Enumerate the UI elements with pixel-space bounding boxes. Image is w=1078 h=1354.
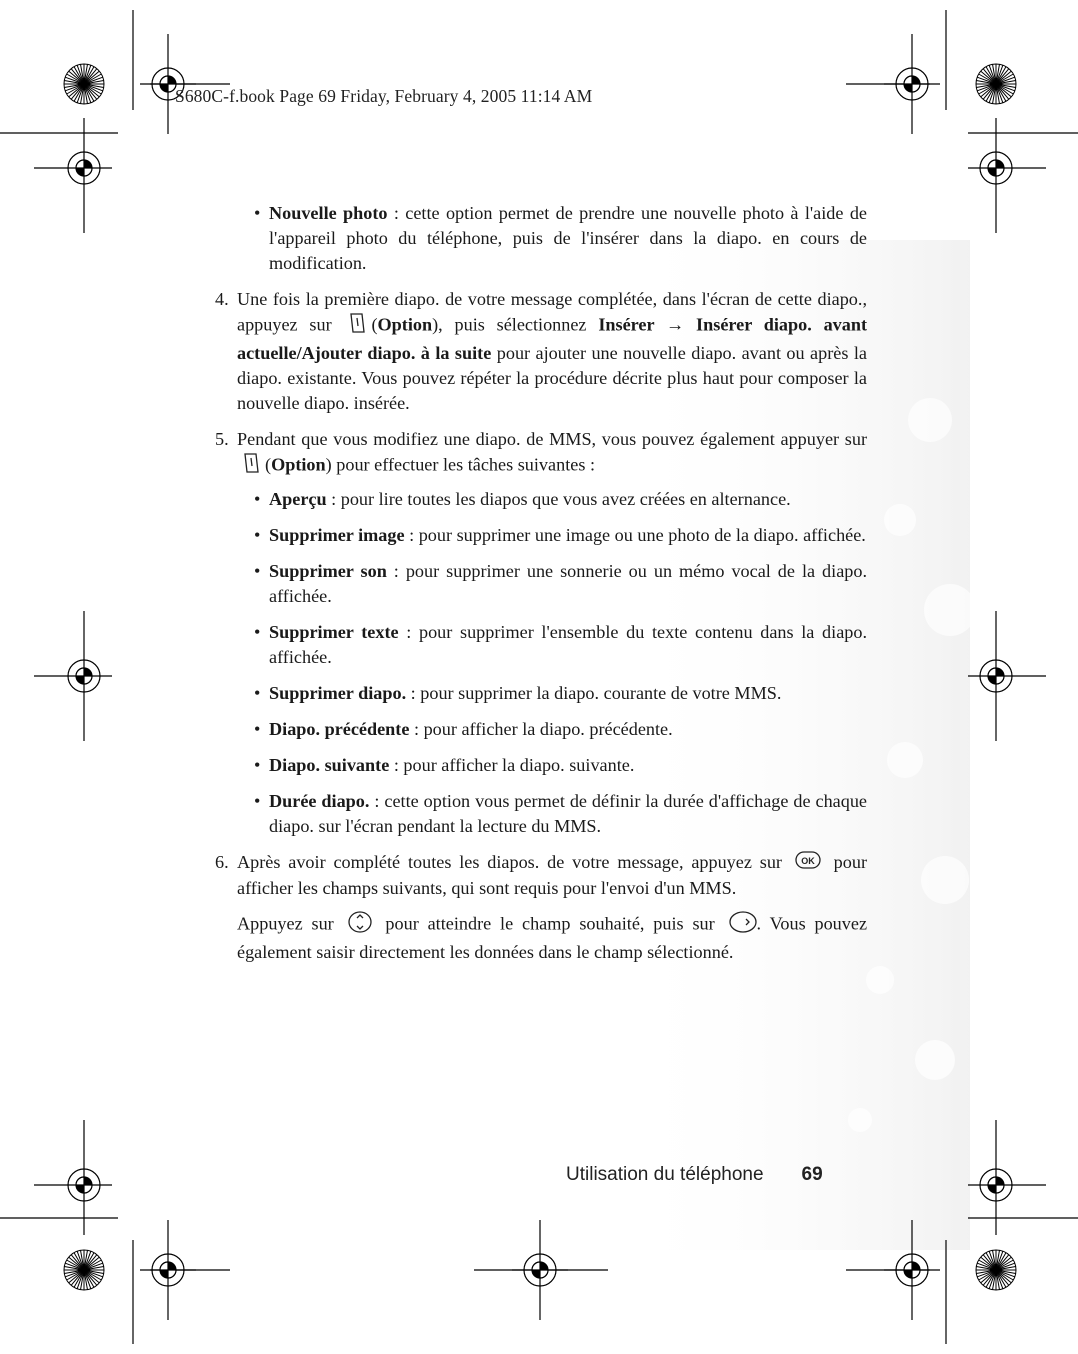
insert-options: Insérer diapo. avant actuelle/Ajouter diapo. à la suite [237, 314, 868, 363]
para-text-b: pour atteindre le champ souhaité, puis sur [385, 914, 715, 934]
step-text-rest: ) pour effectuer les tâches suivantes : [325, 454, 595, 475]
bullet-diapo-precedente [237, 717, 867, 742]
bullet-text: : pour supprimer une image ou une photo de la diapo. affichée. [404, 525, 866, 545]
page-number: 69 [801, 1164, 823, 1185]
bullet-term: Durée diapo. [269, 791, 370, 811]
bullet-text: : cette option permet de prendre une nouvelle photo à l'aide de l'appareil photo du téléphone, puis de l'insérer dans la diapo. en cours de modification. [269, 203, 867, 273]
bullet-supprimer-diapo [237, 681, 867, 706]
step-text: Pendant que vous modifiez une diapo. de MMS, vous pouvez également appuyer sur [237, 429, 867, 449]
bullet-text: : pour supprimer une sonnerie ou un mémo vocal de la diapo. affichée. [269, 561, 868, 606]
bullet-text: : cette option vous permet de définir la durée d'affichage de chaque diapo. sur l'écran pendant la lecture du MMS. [269, 791, 867, 836]
bullet-term: Supprimer image [269, 525, 405, 545]
starburst-icon [976, 1250, 1016, 1290]
bullet-diapo-suivante [237, 753, 867, 778]
bullet-nouvelle-photo [215, 201, 867, 276]
starburst-icon [976, 64, 1016, 104]
bullet-text: : pour afficher la diapo. précédente. [409, 719, 673, 739]
bullet-text: : pour afficher la diapo. suivante. [389, 755, 635, 775]
step-4: 4. Une fois la première diapo. de votre message complétée, dans l'écran de cette diapo., appuyez sur (Option), puis sélectionnez Insérer → Insérer diapo. avant actuelle/Ajouter diapo. à la suite pour ajouter une nouvelle diapo. avant ou après la diapo. existante. Vous pouvez répéter la procédure décrite plus haut pour composer la nouvelle diapo. insérée. [215, 289, 868, 413]
left-softkey-icon [242, 452, 260, 481]
step-5: 5. Pendant que vous modifiez une diapo. de MMS, vous pouvez également appuyer sur (Option) pour effectuer les tâches suivantes : • Aperçu : pour lire toutes les diapos que vous avez créées en alternance. • Supprimer image : pour supprimer une image ou une photo de la diapo. affichée. • Supprimer son : pour supprimer une sonnerie ou un mémo vocal de la diapo. affichée. • Supprimer texte : pour supprimer l'ensemble du texte contenu dans la diapo. affichée. • Supprimer diapo. : pour supprimer la diapo. courante de votre MMS. • Diapo. précédente : pour afficher la diapo. précédente. • Diapo. suivante : pour afficher la diapo. suivante. • Durée diapo. : cette option vous permet de définir la durée d'affichage de chaque diapo. sur l'écran pendant la lecture du MMS. [215, 427, 867, 839]
bullet-text: : pour supprimer l'ensemble du texte contenu dans la diapo. affichée. [269, 622, 868, 667]
step-text: Une fois la première diapo. de votre message complétée, dans l'écran de cette diapo., appuyez sur [237, 289, 867, 335]
insert-label: Insérer → [598, 314, 685, 335]
navigation-key-icon [348, 911, 372, 940]
ok-key-label: OK [801, 856, 815, 867]
step-text-mid: ), puis sélectionnez [432, 314, 587, 335]
section-title: Utilisation du téléphone [566, 1164, 764, 1185]
bullet-supprimer-image [237, 523, 867, 548]
bullet-supprimer-texte [237, 620, 867, 670]
bullet-duree-diapo [237, 789, 867, 839]
step-number: 4. [215, 289, 229, 309]
step-text: Après avoir complété toutes les diapos. de votre message, appuyez sur [237, 852, 782, 872]
para-text-c: . Vous pouvez également saisir directement les données dans le champ sélectionné. [237, 914, 868, 963]
bullet-supprimer-son [237, 559, 867, 609]
option-label: Option [377, 314, 433, 335]
option-label: Option [271, 454, 326, 475]
bullet-term: Diapo. suivante [269, 755, 390, 775]
print-header: S680C-f.book Page 69 Friday, February 4, 2005 11:14 AM [175, 86, 593, 106]
para-text-a: Appuyez sur [237, 914, 334, 934]
bullet-apercu [237, 487, 867, 512]
starburst-icon [64, 1250, 104, 1290]
bullet-term: Aperçu [269, 489, 327, 509]
ok-key-icon [795, 851, 821, 876]
step-text-rest: pour afficher les champs suivants, qui sont requis pour l'envoi d'un MMS. [237, 852, 868, 899]
bullet-term: Diapo. précédente [269, 719, 410, 739]
starburst-icon [64, 64, 104, 104]
step-6 [215, 850, 867, 965]
step-text-rest: pour ajouter une nouvelle diapo. avant ou après la diapo. existante. Vous pouvez répéter la procédure décrite plus haut pour composer la nouvelle diapo. insérée. [237, 343, 867, 413]
step-number: 5. [215, 429, 229, 449]
navigation-paragraph [237, 911, 867, 965]
bullet-term: Supprimer son [269, 561, 387, 581]
right-nav-key-icon [729, 911, 757, 940]
bullet-text: : pour lire toutes les diapos que vous avez créées en alternance. [326, 489, 791, 509]
left-softkey-icon [348, 312, 366, 341]
main-content [215, 201, 867, 976]
bullet-term: Nouvelle photo [269, 203, 388, 223]
bullet-term: Supprimer texte [269, 622, 399, 642]
page-footer [566, 1164, 823, 1186]
bullet-term: Supprimer diapo. [269, 683, 407, 703]
step-number: 6. [215, 852, 229, 872]
bullet-text: : pour supprimer la diapo. courante de votre MMS. [406, 683, 782, 703]
